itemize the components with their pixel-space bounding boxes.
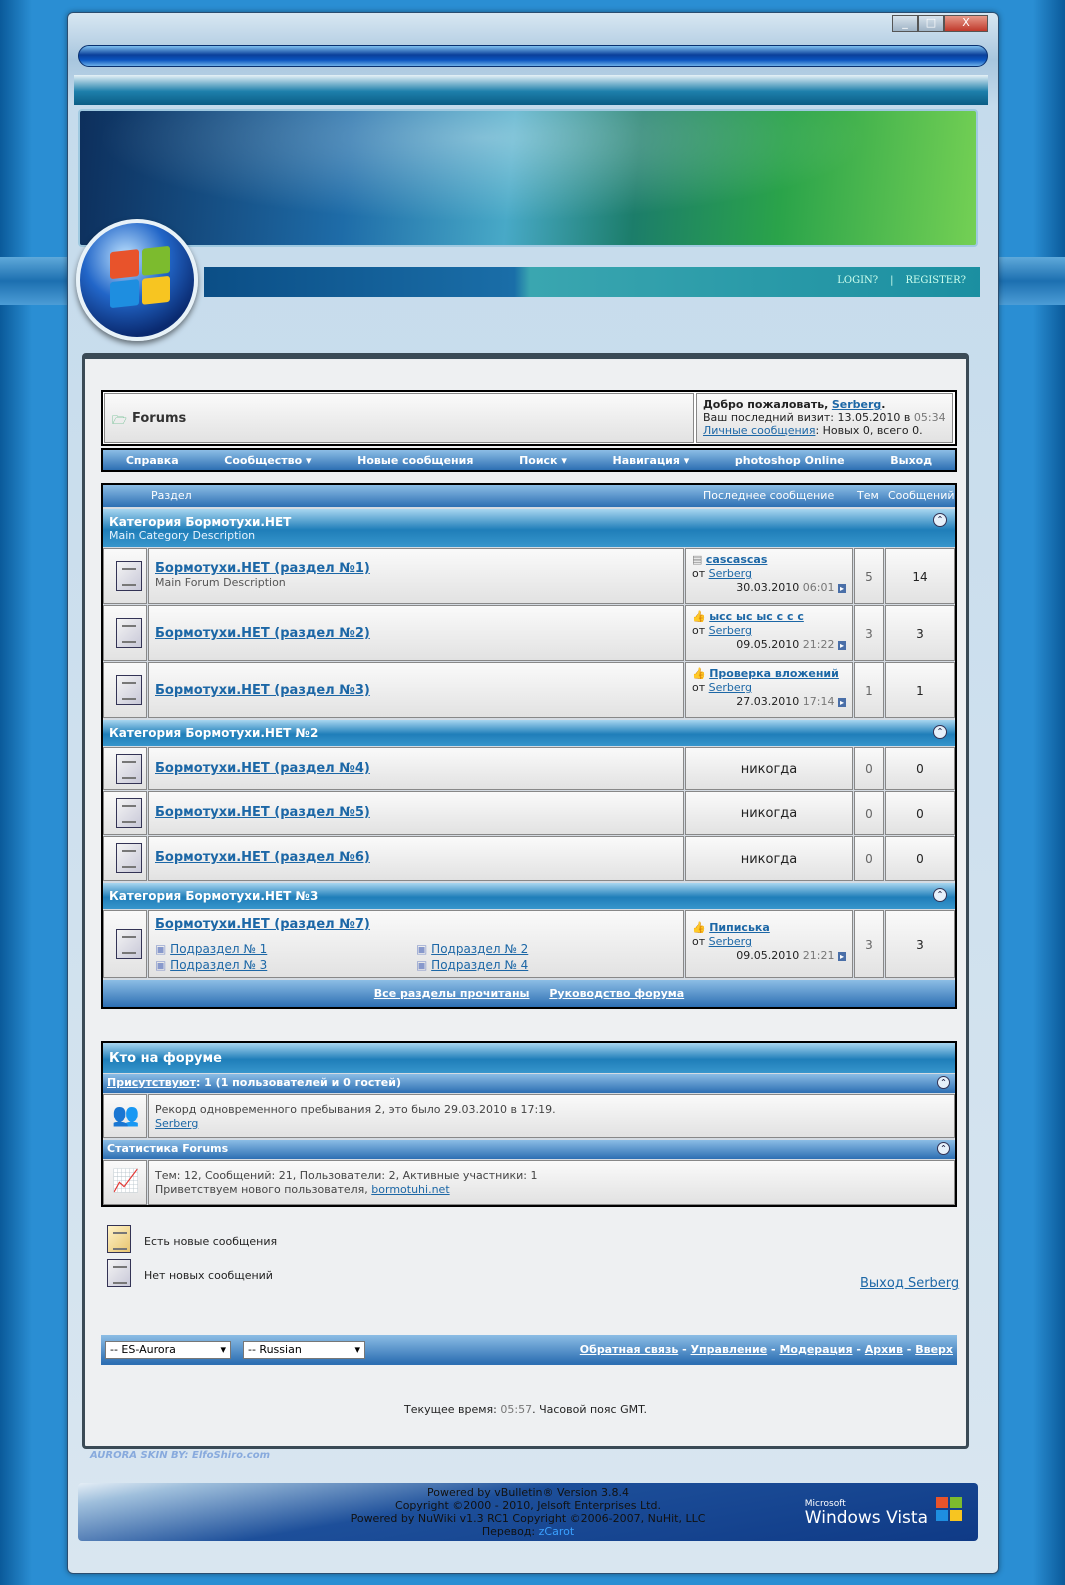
go-to-last-post-icon[interactable]: ▸: [839, 641, 844, 650]
welcome-user-link[interactable]: Serberg: [831, 398, 882, 411]
welcome-new-user-label: Приветствуем нового пользователя,: [155, 1183, 368, 1196]
col-threads: Тем: [857, 489, 879, 502]
translator-link[interactable]: zCarot: [538, 1525, 575, 1538]
online-users-header: [103, 1074, 955, 1093]
forum-table: [101, 483, 957, 1009]
logout-user-link[interactable]: Выход Serberg: [860, 1276, 960, 1291]
go-to-last-post-icon[interactable]: ▸: [839, 698, 844, 707]
forum-description: Main Forum Description: [155, 576, 286, 589]
forum-status-icon: [116, 754, 142, 784]
last-post-date: 30.03.2010: [736, 581, 800, 594]
bottom-bar: [101, 1335, 957, 1365]
forum-title-cell: [148, 836, 684, 881]
last-post-date: 09.05.2010: [736, 949, 800, 962]
navbar-logout[interactable]: Выход: [890, 453, 933, 467]
maximize-button[interactable]: □: [918, 15, 944, 32]
post-count: 0: [885, 791, 955, 835]
table-header: [103, 485, 955, 507]
forum-content: [82, 353, 969, 1449]
forum-link[interactable]: Бормотухи.НЕТ (раздел №4): [155, 761, 370, 776]
no-new-posts-icon: [107, 1259, 131, 1287]
login-links: [831, 275, 972, 286]
stats-icon-cell: [103, 1160, 147, 1205]
post-count: 14: [885, 548, 955, 604]
forum-link[interactable]: Бормотухи.НЕТ (раздел №2): [155, 626, 370, 641]
forum-title-cell: [148, 791, 684, 835]
whos-online-title: Кто на форуме: [103, 1043, 955, 1073]
forum-title-cell: [148, 548, 684, 604]
subforum-icon: ▣: [416, 958, 428, 972]
last-post-user[interactable]: Serberg: [708, 681, 752, 694]
category-header[interactable]: [103, 509, 955, 547]
new-user-link[interactable]: bormotuhi.net: [371, 1183, 450, 1196]
stats-header: [103, 1140, 955, 1159]
forum-home-icon[interactable]: 🗁: [112, 413, 127, 427]
last-visit-label: Ваш последний визит: 13.05.2010 в: [703, 411, 911, 424]
forum-stats: Тем: 12, Сообщений: 21, Пользователи: 2, Активные участники: 1: [155, 1169, 538, 1182]
legend-old-icon-wrap: [103, 1259, 133, 1291]
thumbs-up-icon: 👍: [692, 667, 706, 680]
breadcrumb-box: [101, 390, 957, 446]
last-post-cell: никогда: [685, 791, 853, 835]
bottom-sep: -: [682, 1343, 687, 1356]
post-count: 0: [885, 747, 955, 790]
post-icon: ▤: [692, 553, 703, 566]
forum-status-cell: [103, 910, 147, 978]
skin-credit[interactable]: AURORA SKIN BY: ElfoShiro.com: [90, 1450, 271, 1461]
forum-status-cell: [103, 747, 147, 790]
time-label: Текущее время:: [403, 1403, 497, 1416]
subforum-icon: ▣: [155, 942, 167, 956]
windows-logo-orb: [76, 219, 198, 341]
navbar-community[interactable]: Сообщество ▾: [224, 453, 312, 467]
forum-status-icon: [116, 618, 142, 648]
legend-new-label: Есть новые сообщения: [144, 1235, 278, 1248]
thread-count: 1: [854, 662, 884, 718]
present-link[interactable]: Присутствуют: [107, 1076, 196, 1089]
login-separator: |: [890, 275, 894, 286]
windows-flag-icon: [110, 246, 170, 308]
new-posts-icon: [107, 1225, 131, 1253]
admin-link[interactable]: Управление: [690, 1343, 768, 1356]
last-visit-time: 05:34: [913, 411, 946, 424]
subforum-icon: ▣: [155, 958, 167, 972]
mark-all-read-link[interactable]: Все разделы прочитаны: [373, 987, 530, 1000]
post-count: 1: [885, 662, 955, 718]
category-description: Main Category Description: [109, 529, 256, 542]
online-user-link[interactable]: Serberg: [155, 1117, 199, 1130]
collapse-icon[interactable]: ⌃: [933, 513, 947, 527]
bottom-sep: -: [856, 1343, 861, 1356]
navbar: [101, 448, 957, 472]
go-to-last-post-icon[interactable]: ▸: [839, 584, 844, 593]
forum-link[interactable]: Бормотухи.НЕТ (раздел №3): [155, 683, 370, 698]
thread-count: 0: [854, 747, 884, 790]
time-zone: . Часовой пояс GMT.: [532, 1403, 647, 1416]
category-title[interactable]: Категория Бормотухи.НЕТ №3: [109, 889, 319, 903]
subforum-icon: ▣: [416, 942, 428, 956]
welcome-dot: .: [881, 398, 886, 411]
last-post-time: 21:22: [802, 638, 835, 651]
bottom-links: [580, 1343, 953, 1356]
header-nav-row: [204, 267, 980, 297]
legend-old-label: Нет новых сообщений: [144, 1269, 273, 1282]
forum-status-icon: [116, 798, 142, 828]
forum-title-cell: [148, 605, 684, 661]
stats-chart-icon: 📈: [112, 1169, 140, 1194]
thread-count: 0: [854, 791, 884, 835]
page-footer: [78, 1483, 978, 1541]
last-post-by: от: [692, 567, 706, 580]
online-record: Рекорд одновременного пребывания 2, это было 29.03.2010 в 17:19.: [155, 1103, 556, 1116]
thumbs-up-icon: 👍: [692, 610, 706, 623]
post-count: 0: [885, 836, 955, 881]
bottom-sep: -: [771, 1343, 776, 1356]
last-post-cell: никогда: [685, 836, 853, 881]
legend-new-icon-wrap: [103, 1225, 133, 1257]
page-title: Forums: [132, 411, 187, 426]
category-title[interactable]: Категория Бормотухи.НЕТ: [109, 515, 292, 529]
close-button[interactable]: X: [944, 15, 988, 32]
forum-status-icon: [116, 561, 142, 591]
last-post-time: 21:21: [802, 949, 835, 962]
subforum-list: [416, 941, 528, 973]
forum-title-cell: [148, 910, 684, 978]
vista-label: Windows Vista: [804, 1508, 928, 1528]
welcome-panel: [696, 393, 953, 443]
window-controls: [892, 15, 988, 32]
forum-status-cell: [103, 836, 147, 881]
col-section: Раздел: [151, 489, 192, 502]
thumbs-up-icon: 👍: [692, 921, 706, 934]
collapse-icon[interactable]: ⌃: [937, 1076, 950, 1089]
present-count: : 1 (1 пользователей и 0 гостей): [195, 1076, 401, 1089]
language-chooser[interactable]: -- Russian ▾: [243, 1341, 365, 1359]
last-post-user[interactable]: Serberg: [708, 567, 752, 580]
footer-nuwiki: Powered by NuWiki v1.3 RC1 Copyright ©2006-2007, NuHit, LLC: [350, 1512, 706, 1525]
navbar-help[interactable]: Справка: [125, 453, 179, 467]
post-count: 3: [885, 910, 955, 978]
navbar-photoshop[interactable]: photoshop Online: [734, 453, 845, 467]
last-post-cell: [685, 605, 853, 661]
last-post-title[interactable]: Пиписька: [709, 921, 770, 934]
forum-link[interactable]: Бормотухи.НЕТ (раздел №1): [155, 561, 370, 576]
forum-status-icon: [116, 929, 142, 959]
last-post-by: от: [692, 624, 706, 637]
forum-status-cell: [103, 662, 147, 718]
forum-link[interactable]: Бормотухи.НЕТ (раздел №5): [155, 805, 370, 820]
col-posts: Сообщений: [888, 489, 955, 502]
last-post-user[interactable]: Serberg: [708, 935, 752, 948]
subforum-list: [155, 941, 267, 973]
category-title[interactable]: Категория Бормотухи.НЕТ №2: [109, 726, 319, 740]
last-post-by: от: [692, 681, 706, 694]
col-last-post: Последнее сообщение: [703, 489, 835, 502]
thread-count: 3: [854, 910, 884, 978]
post-count: 3: [885, 605, 955, 661]
forum-link[interactable]: Бормотухи.НЕТ (раздел №7): [155, 917, 370, 932]
forum-title-cell: [148, 747, 684, 790]
table-footer: [103, 980, 955, 1007]
category-header[interactable]: [103, 883, 955, 909]
minimize-button[interactable]: _: [892, 15, 918, 32]
register-link[interactable]: REGISTER?: [905, 275, 966, 286]
last-post-time: 06:01: [802, 581, 835, 594]
forum-status-cell: [103, 605, 147, 661]
private-messages-link[interactable]: Личные сообщения: [703, 424, 816, 437]
feedback-link[interactable]: Обратная связь: [579, 1343, 679, 1356]
go-to-last-post-icon[interactable]: ▸: [839, 952, 844, 961]
subforum-link[interactable]: Подраздел № 2: [431, 942, 529, 956]
last-post-title[interactable]: Проверка вложений: [709, 667, 839, 680]
last-post-date: 09.05.2010: [736, 638, 800, 651]
forum-status-cell: [103, 548, 147, 604]
welcome-greeting: Добро пожаловать,: [703, 398, 829, 411]
navbar-new-posts[interactable]: Новые сообщения: [357, 453, 474, 467]
header-banner: [78, 109, 978, 247]
online-record-cell: [148, 1094, 955, 1138]
forum-status-icon: [116, 843, 142, 873]
navbar-search[interactable]: Поиск ▾: [519, 453, 567, 467]
last-post-cell: никогда: [685, 747, 853, 790]
forum-guide-link[interactable]: Руководство форума: [549, 987, 685, 1000]
forum-title-cell: [148, 662, 684, 718]
last-post-cell: [685, 548, 853, 604]
archive-link[interactable]: Архив: [864, 1343, 903, 1356]
stats-cell: [148, 1160, 955, 1205]
last-post-user[interactable]: Serberg: [708, 624, 752, 637]
forum-link[interactable]: Бормотухи.НЕТ (раздел №6): [155, 850, 370, 865]
breadcrumb: [104, 393, 694, 443]
category-header[interactable]: [103, 720, 955, 746]
users-icon-cell: [103, 1094, 147, 1138]
subforum-link[interactable]: Подраздел № 4: [431, 958, 529, 972]
collapse-icon[interactable]: ⌃: [933, 725, 947, 739]
thread-count: 0: [854, 836, 884, 881]
current-time: [85, 1403, 966, 1416]
back-to-top-link[interactable]: Вверх: [915, 1343, 953, 1356]
time-value: 05:57: [500, 1403, 533, 1416]
last-post-cell: [685, 662, 853, 718]
top-glass-bar: [78, 45, 988, 67]
last-post-by: от: [692, 935, 706, 948]
users-icon: 👥: [112, 1103, 140, 1128]
private-messages-count: : Новых 0, всего 0.: [815, 424, 923, 437]
stats-title: Статистика Forums: [107, 1142, 229, 1155]
style-chooser[interactable]: -- ES-Aurora ▾: [105, 1341, 231, 1359]
microsoft-label: Microsoft: [804, 1499, 846, 1509]
windows-vista-logo: [804, 1497, 928, 1528]
last-post-cell: [685, 910, 853, 978]
last-post-date: 27.03.2010: [736, 695, 800, 708]
moderation-link[interactable]: Модерация: [779, 1343, 853, 1356]
header-strip: [74, 75, 988, 105]
thread-count: 3: [854, 605, 884, 661]
footer-vbulletin: Powered by vBulletin® Version 3.8.4: [427, 1486, 629, 1499]
last-post-time: 17:14: [802, 695, 835, 708]
login-link[interactable]: LOGIN?: [837, 275, 879, 286]
navbar-navigation[interactable]: Навигация ▾: [612, 453, 690, 467]
thread-count: 5: [854, 548, 884, 604]
footer-copyright: Copyright ©2000 - 2010, Jelsoft Enterprises Ltd.: [395, 1499, 661, 1512]
footer-translation-label: Перевод:: [481, 1525, 536, 1538]
collapse-icon[interactable]: ⌃: [933, 888, 947, 902]
last-post-title[interactable]: ысс ыс ыс с с с: [709, 610, 804, 623]
browser-window: [67, 12, 999, 1574]
forum-status-cell: [103, 791, 147, 835]
last-post-title[interactable]: cascascas: [705, 553, 768, 566]
vista-flag-icon: [936, 1497, 962, 1521]
subforum-link[interactable]: Подраздел № 1: [170, 942, 268, 956]
subforum-link[interactable]: Подраздел № 3: [170, 958, 268, 972]
whos-online-box: [101, 1041, 957, 1207]
collapse-icon[interactable]: ⌃: [937, 1142, 950, 1155]
bottom-sep: -: [906, 1343, 912, 1356]
forum-status-icon: [116, 675, 142, 705]
